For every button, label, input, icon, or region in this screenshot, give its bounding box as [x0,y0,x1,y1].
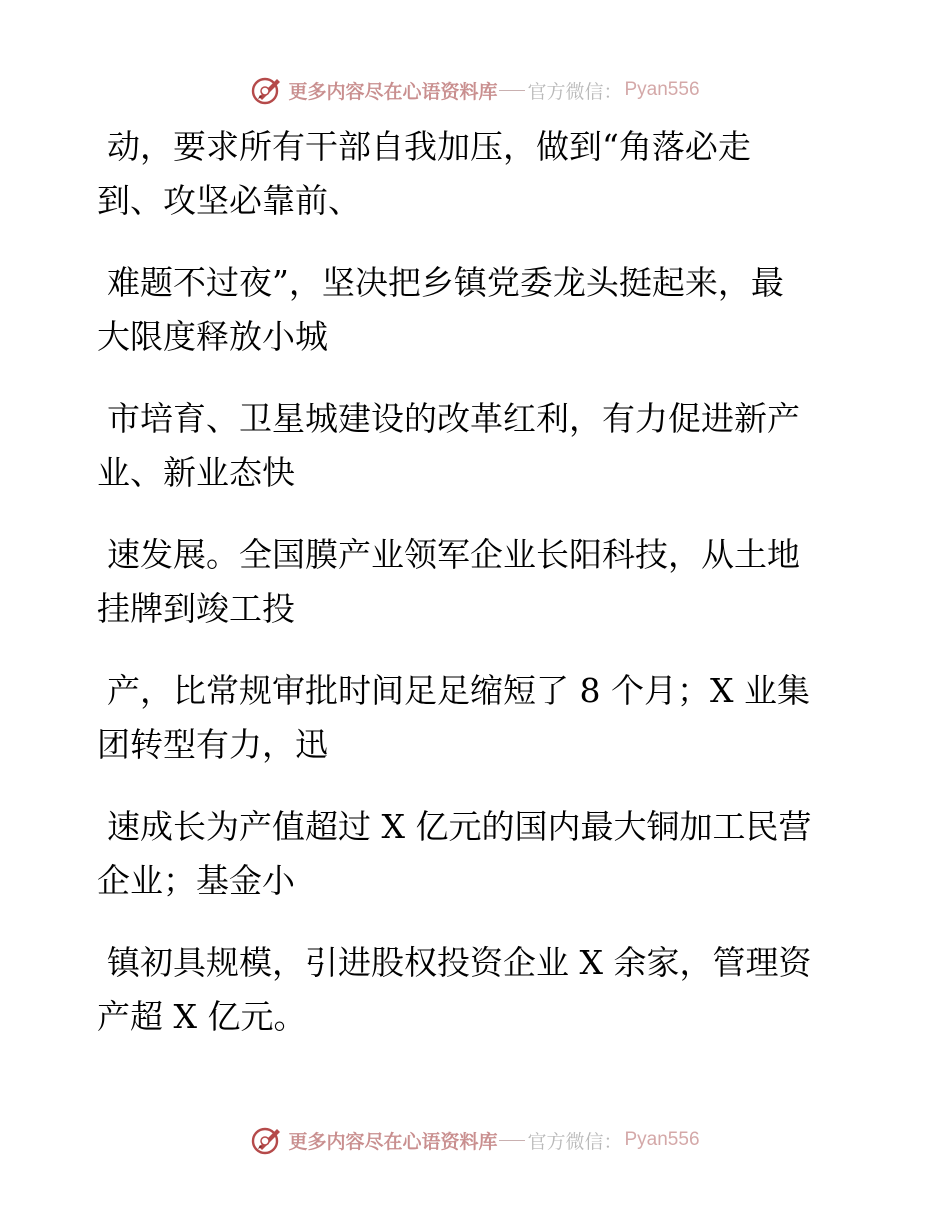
quill-logo-icon [250,73,284,107]
paragraph [97,936,857,1044]
paragraph [97,256,857,364]
watermark-dash [499,1140,525,1141]
text-line: 企业；基金小 [97,861,295,900]
paragraph [97,664,857,772]
watermark-wechat-id: Pyan556 [624,79,700,100]
footer-watermark [0,1122,950,1158]
paragraph [97,392,857,500]
watermark-brand: 更多内容尽在心语资料库 [288,80,498,103]
text-line: 产，比常规审批时间足足缩短了 8 个月；X 业集 [107,671,810,710]
document-body [97,120,857,1072]
text-line: 挂牌到竣工投 [97,589,295,628]
watermark-dash [499,90,525,91]
text-line: 镇初具规模，引进股权投资企业 X 余家，管理资 [107,943,812,982]
watermark-brand: 更多内容尽在心语资料库 [288,1130,498,1153]
watermark-official-label: 官方微信： [527,1130,623,1153]
text-line: 动，要求所有干部自我加压，做到“角落必走 [107,127,751,166]
paragraph [97,120,857,228]
text-line: 大限度释放小城 [97,317,328,356]
text-line: 速发展。全国膜产业领军企业长阳科技，从土地 [107,535,800,574]
text-line: 速成长为产值超过 X 亿元的国内最大铜加工民营 [107,807,812,846]
text-line: 产超 X 亿元。 [97,997,307,1036]
header-watermark [0,72,950,108]
text-line: 市培育、卫星城建设的改革红利，有力促进新产 [107,399,800,438]
text-line: 到、攻坚必靠前、 [97,181,361,220]
text-line: 难题不过夜”，坚决把乡镇党委龙头挺起来，最 [107,263,784,302]
quill-logo-icon [250,1123,284,1157]
watermark-official-label: 官方微信： [527,80,623,103]
watermark-wechat-id: Pyan556 [624,1129,700,1150]
text-line: 业、新业态快 [97,453,295,492]
paragraph [97,800,857,908]
paragraph [97,528,857,636]
text-line: 团转型有力，迅 [97,725,328,764]
